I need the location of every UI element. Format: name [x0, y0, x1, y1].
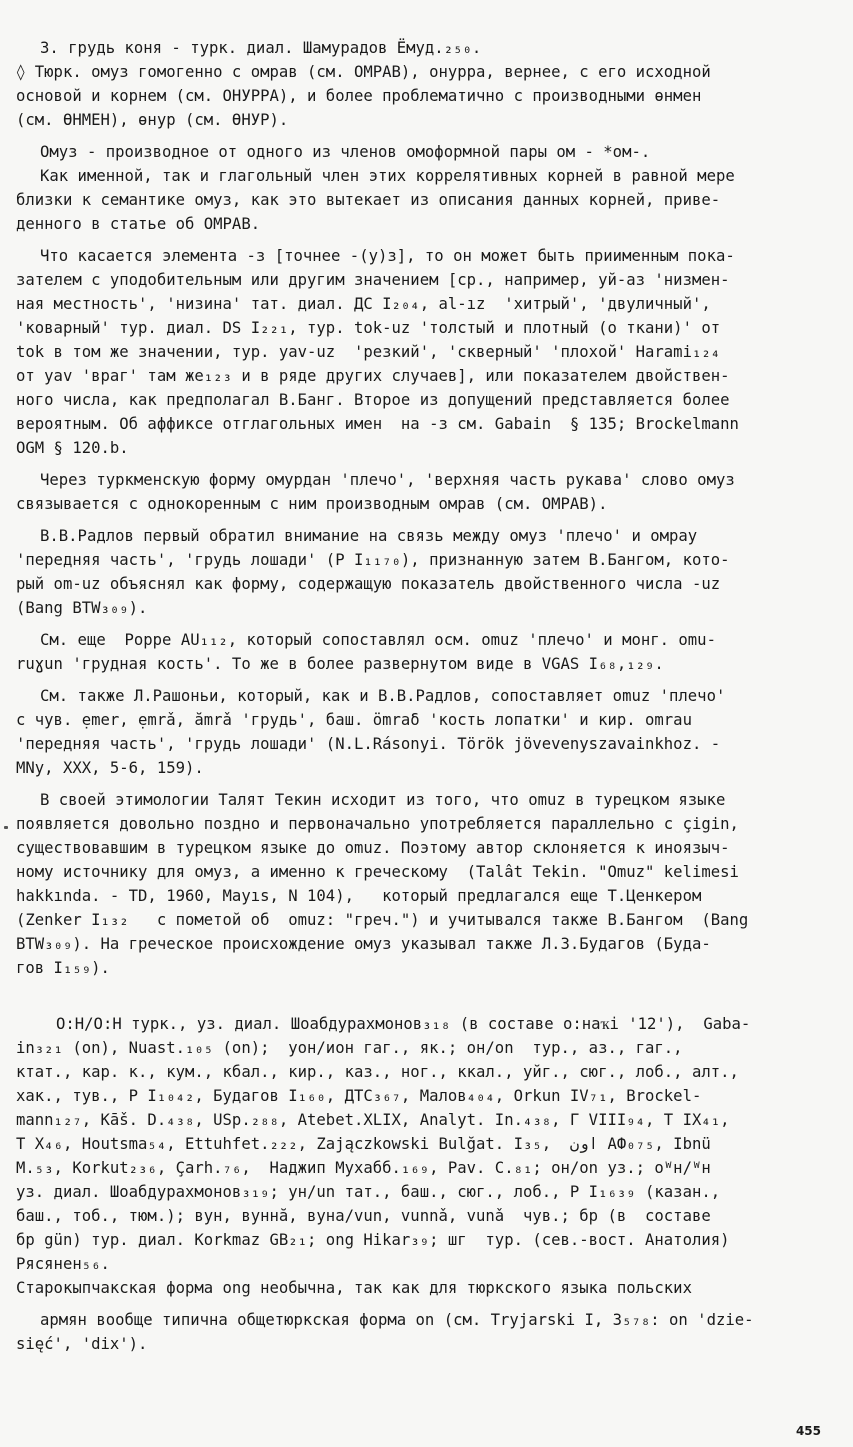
text-line: уз. диал. Шоабдурахмонов₃₁₉; ун/un тат., баш., сюг., лоб., Р I₁₆₃₉ (казан., — [16, 1183, 721, 1201]
text-line: Т X₄₆, Houtsma₅₄, Ettuhfet.₂₂₂, Zajączkowski Bulğat. I₃₅, اون AФ₀₇₅, Ibnü — [16, 1135, 711, 1153]
text-line: Как именной, так и глагольный член этих коррелятивных корней в равной мере — [40, 167, 735, 185]
text-line: OGM § 120.b. — [16, 439, 129, 457]
text-line: Старокыпчакская форма ong необычна, так как для тюркского языка польских — [16, 1279, 692, 1297]
text-line: ного числа, как предполагал В.Банг. Второе из допущений представляется более — [16, 391, 730, 409]
text-line: баш., тоб., тюм.); вун, вуннӑ, вуна/vun, vunnǎ, vunǎ чув.; бр (в составе — [16, 1207, 711, 1225]
text-line: основой и корнем (см. ОНУРРА), и более проблематично с производными өнмен — [16, 87, 702, 105]
text-line: BTW₃₀₉). На греческое происхождение омуз указывал также Л.З.Будагов (Буда- — [16, 935, 711, 953]
text-line: См. еще Poppe AU₁₁₂, который сопоставлял осм. omuz 'плечо' и монг. omu- — [40, 631, 716, 649]
text-line: tok в том же значении, тур. yav-uz 'резкий', 'скверный' 'плохой' Harami₁₂₄ — [16, 343, 721, 361]
text-line: ному источнику для омуз, а именно к греческому (Talât Tekin. "Omuz" kelimesi — [16, 863, 739, 881]
text-line: ◊ Тюрк. омуз гомогенно с омрав (см. ОМРАВ), онурра, вернее, с его исходной — [16, 63, 711, 81]
text-line: гов I₁₅₉). — [16, 959, 110, 977]
text-line: денного в статье об ОМРАВ. — [16, 215, 261, 233]
text-line: См. также Л.Рашоньи, который, как и В.В.Радлов, сопоставляет omuz 'плечо' — [40, 687, 726, 705]
text-line: близки к семантике омуз, как это вытекает из описания данных корней, приве- — [16, 191, 721, 209]
text-line: 'передняя часть', 'грудь лошади' (N.L.Rásonyi. Török jövevenyszavainkhoz. - — [16, 735, 721, 753]
text-line: В.В.Радлов первый обратил внимание на связь между омуз 'плечо' и омрау — [40, 527, 698, 545]
text-line: ктат., кар. к., кум., кбал., кир., каз., ног., ккал., уйг., сюг., лоб., алт., — [16, 1063, 739, 1081]
text-line: ruɣun 'грудная кость'. То же в более развернутом виде в VGAS I₆₈,₁₂₉. — [16, 655, 664, 673]
text-line: появляется довольно поздно и первоначально употребляется параллельно с çigin, — [16, 815, 739, 833]
text-line: ная местность', 'низина' тат. диал. ДС I₂₀₄, al-ız 'хитрый', 'двуличный', — [16, 295, 711, 313]
margin-mark — [4, 826, 8, 829]
text-line: (Zenker I₁₃₂ с пометой об omuz: "греч.") и учитывался также В.Бангом (Bang — [16, 911, 749, 929]
text-line: О:Н/О:Н турк., уз. диал. Шоабдурахмонов₃₁₈ (в составе о:наҡі '12'), Gaba- — [56, 1015, 751, 1033]
text-line: in₃₂₁ (on), Nuast.₁₀₅ (on); уон/ион гаг., як.; он/оn тур., аз., гаг., — [16, 1039, 683, 1057]
text-line: MNy, XXX, 5-6, 159). — [16, 759, 204, 777]
text-line: hakkında. - TD, 1960, Mayıs, N 104), который предлагался еще Т.Ценкером — [16, 887, 702, 905]
text-line: Что касается элемента -з [точнее -(у)з], то он может быть приименным пока- — [40, 247, 735, 265]
text-line: Омуз - производное от одного из членов омоформной пары ом - *ом-. — [40, 143, 651, 161]
text-line: 3. грудь коня - турк. диал. Шамурадов Ёмуд.₂₅₀. — [40, 39, 482, 57]
text-line: 'передняя часть', 'грудь лошади' (Р I₁₁₇₀), признанную затем В.Бангом, кото- — [16, 551, 730, 569]
text-line: Через туркменскую форму омурдан 'плечо', 'верхняя часть рукава' слово омуз — [40, 471, 735, 489]
text-line: M.₅₃, Korkut₂₃₆, Çarh.₇₆, Наджип Мухабб.₁₆₉, Pav. C.₈₁; он/оn уз.; оᵂн/ᵂн — [16, 1159, 711, 1177]
text-line: Рясянен₅₆. — [16, 1255, 110, 1273]
text-line: существовавшим в турецком языке до omuz. Поэтому автор склоняется к иноязыч- — [16, 839, 730, 857]
text-line: от yav 'враг' там же₁₂₃ и в ряде других случаев], или показателем двойствен- — [16, 367, 730, 385]
text-line: с чув. ẹmer, ẹmrǎ, ӑmrǎ 'грудь', баш. ӧmraδ 'кость лопатки' и кир. omrau — [16, 711, 692, 729]
text-line: (Bang BTW₃₀₉). — [16, 599, 148, 617]
text-line: армян вообще типична общетюркская форма on (см. Tryjarski I, 3₅₇₈: on 'dzie- — [40, 1311, 754, 1329]
text-line: 'коварный' тур. диал. DS I₂₂₁, тур. tok-uz 'толстый и плотный (о ткани)' от — [16, 319, 721, 337]
page-number: 455 — [795, 1424, 821, 1438]
text-line: sięć', 'dix'). — [16, 1335, 148, 1353]
text-line: зателем с уподобительным или другим значением [ср., например, уй-аз 'низмен- — [16, 271, 730, 289]
text-line: хак., тув., Р I₁₀₄₂, Будагов I₁₆₀, ДТС₃₆₇, Малов₄₀₄, Orkun IV₇₁, Brockel- — [16, 1087, 702, 1105]
text-line: В своей этимологии Талят Текин исходит из того, что omuz в турецком языке — [40, 791, 726, 809]
text-line: рый om-uz объяснял как форму, содержащую показатель двойственного числа -uz — [16, 575, 721, 593]
text-line: связывается с однокоренным с ним производным омрав (см. ОМРАВ). — [16, 495, 608, 513]
text-line: бр gün) тур. диал. Korkmaz GB₂₁; ong Hikar₃₉; шг тур. (сев.-вост. Анатолия) — [16, 1231, 730, 1249]
text-line: mann₁₂₇, Kāš. D.₄₃₈, USp.₂₈₈, Atebet.XLIX, Analyt. In.₄₃₈, Г VIII₉₄, Т IX₄₁, — [16, 1111, 730, 1129]
text-line: вероятным. Об аффиксе отглагольных имен на -з см. Gabain § 135; Brockelmann — [16, 415, 739, 433]
text-line: (см. ӨНМЕН), өнур (см. ӨНУР). — [16, 111, 289, 129]
